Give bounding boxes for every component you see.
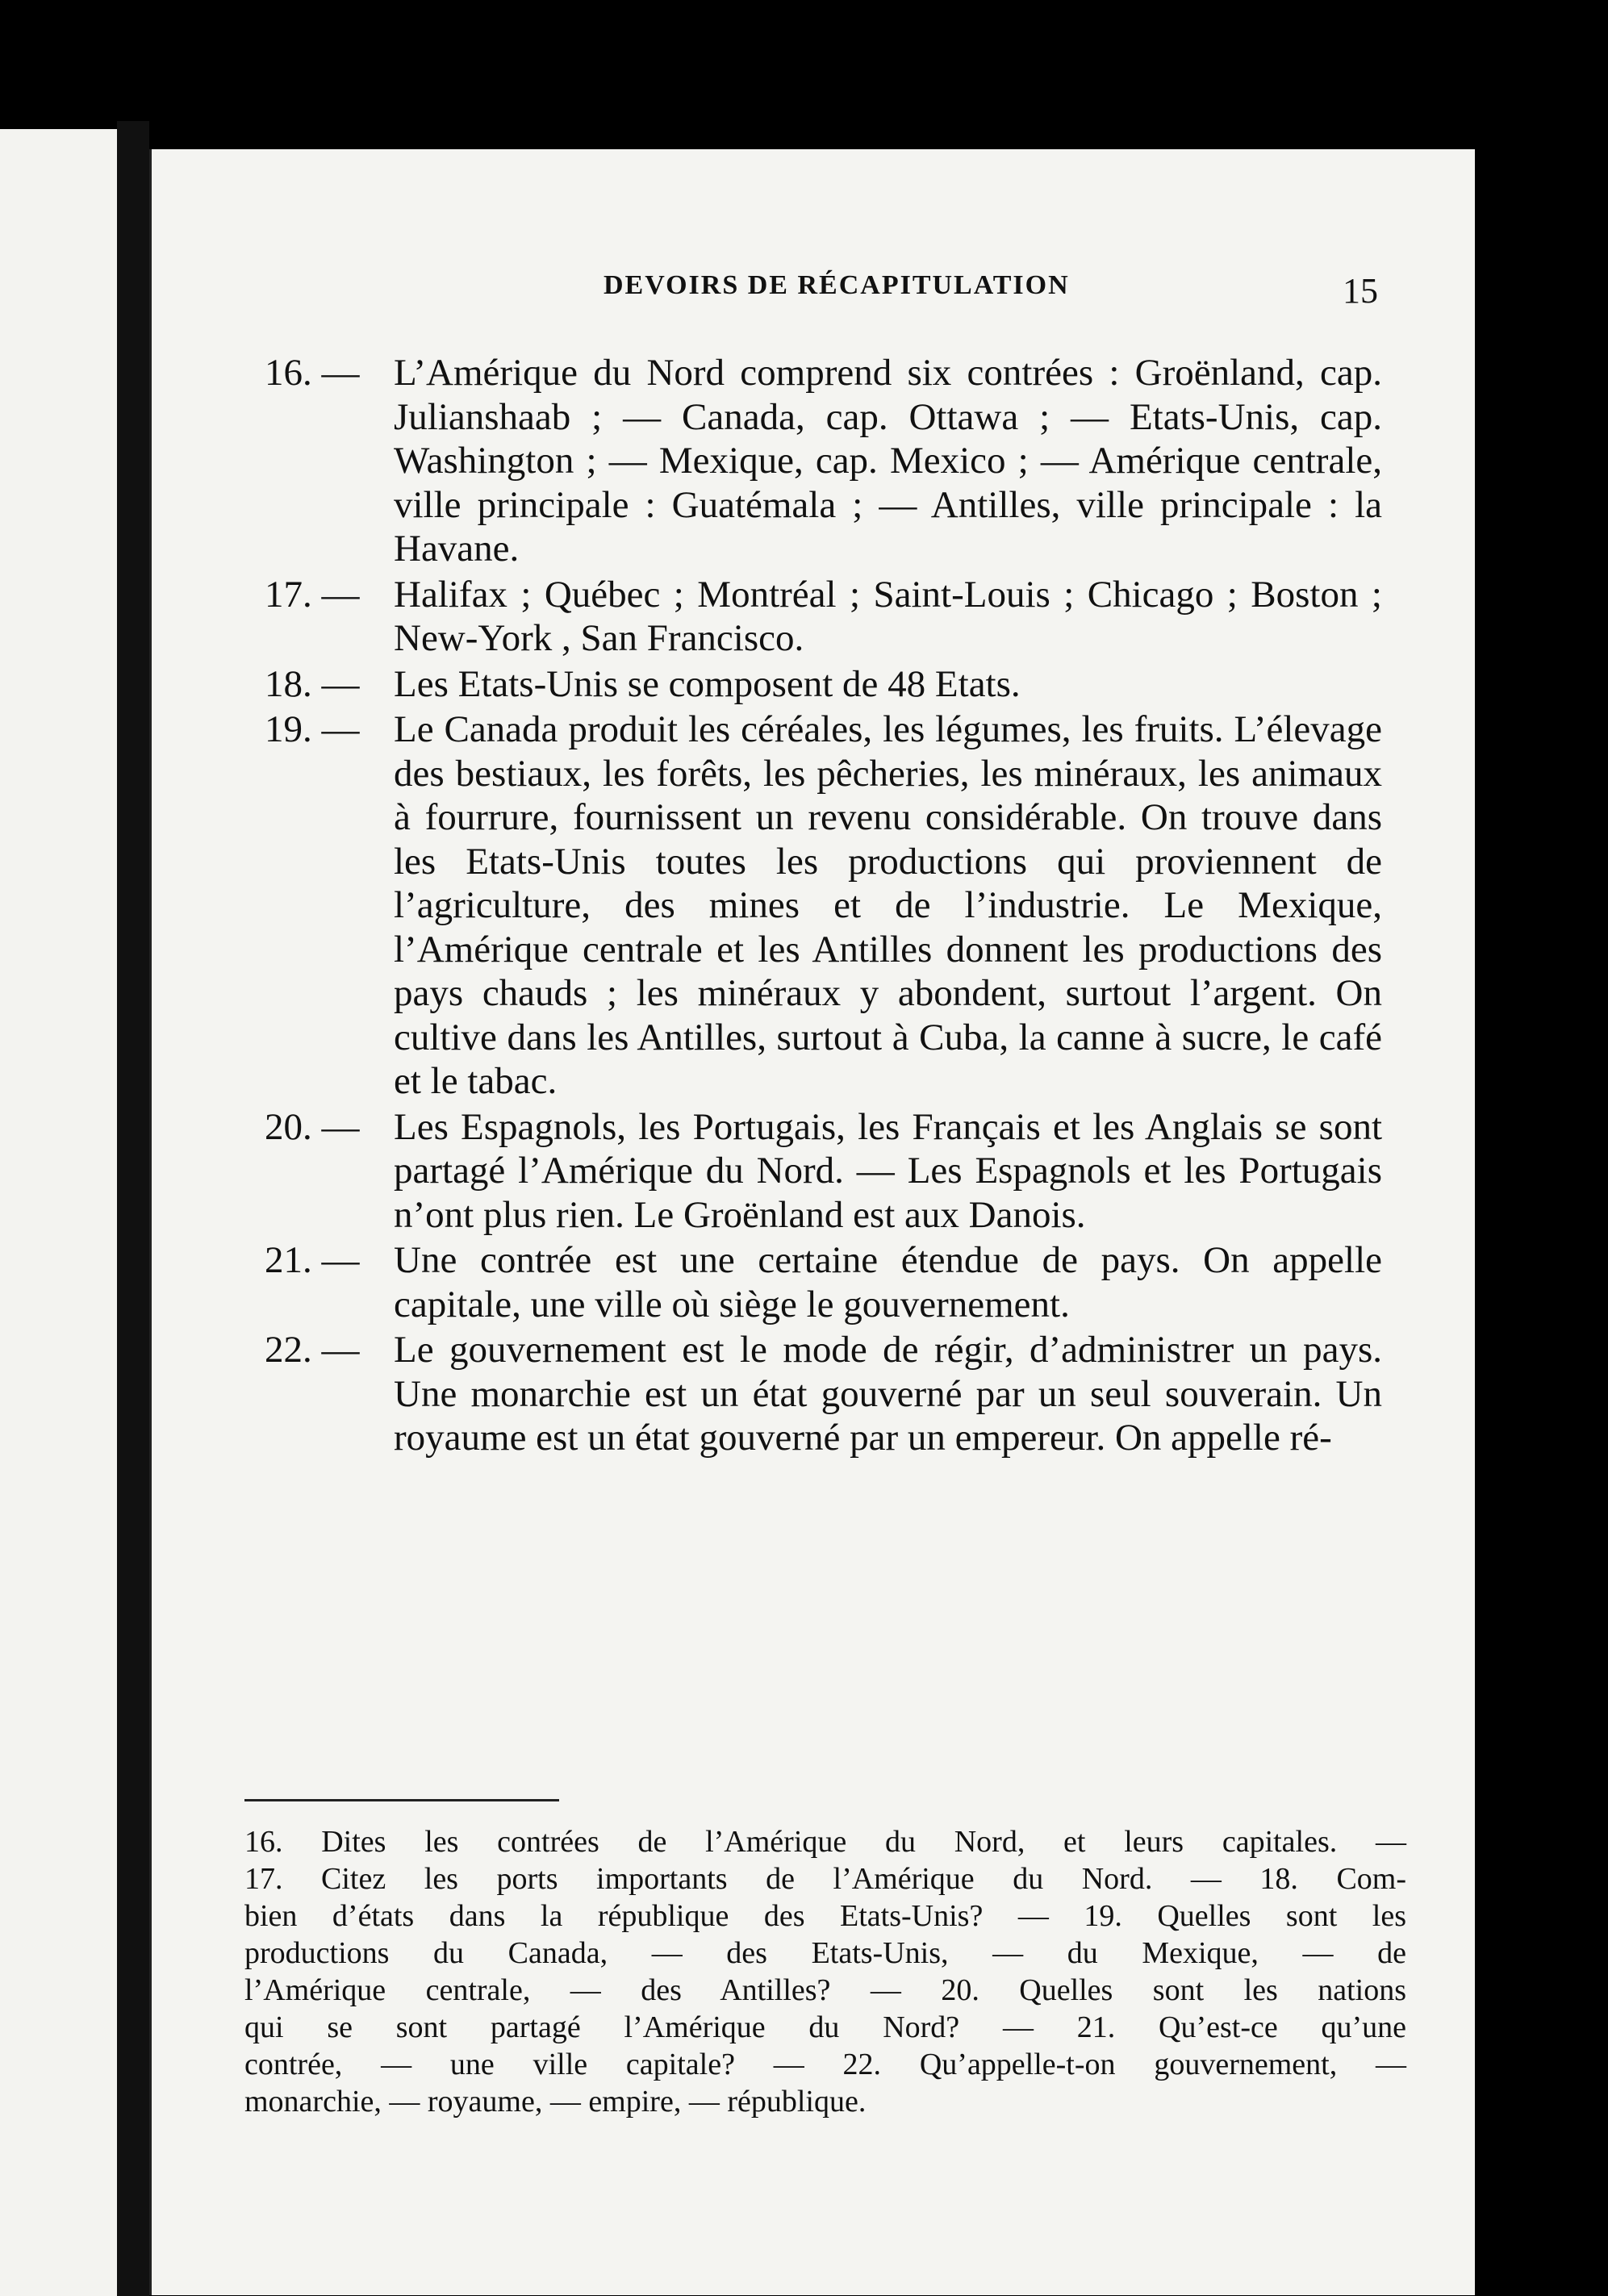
- entry-text: Une contrée est une certaine étendue de pays. On appelle capitale, une ville où siège le gouvernement.: [394, 1239, 1382, 1325]
- entry-text: Le gouvernement est le mode de régir, d’administrer un pays. Une monarchie est un état gouverné par un seul souverain. Un royaume est un état gouverné par un empereur. On appelle ré-: [394, 1329, 1382, 1459]
- entry-number: 22. —: [265, 1329, 360, 1371]
- footnote-line: bien d’états dans la république des Etats-Unis? — 19. Quelles sont les: [244, 1899, 1406, 1933]
- entry-text: L’Amérique du Nord comprend six contrées : Groënland, cap. Julianshaab ; — Canada, cap. Ottawa ; — Etats-Unis, cap. Washington ; — Mexique, cap. Mexico ; — Amérique centrale, ville principale : Guatémala ; — Antilles, ville principale : la Havane.: [394, 352, 1382, 570]
- book-page: [149, 149, 1475, 2295]
- page-header: [152, 270, 1475, 319]
- footnote-line: 17. Citez les ports importants de l’Amérique du Nord. — 18. Com-: [244, 1862, 1406, 1896]
- entry-text: Les Espagnols, les Portugais, les Français et les Anglais se sont partagé l’Amérique du Nord. — Les Espagnols et les Portugais n’ont plus rien. Le Groënland est aux Danois.: [394, 1105, 1382, 1236]
- entry-text: Halifax ; Québec ; Montréal ; Saint-Louis ; Chicago ; Boston ; New-York , San Francisco.: [394, 573, 1382, 659]
- footnote-line: 16. Dites les contrées de l’Amérique du Nord, et leurs capitales. —: [244, 1825, 1406, 1859]
- footnote-line: contrée, — une ville capitale? — 22. Qu’appelle-t-on gouvernement, —: [244, 2048, 1406, 2081]
- entry-number: 21. —: [265, 1239, 360, 1281]
- answer-entry: [265, 1328, 1382, 1460]
- entry-number: 20. —: [265, 1105, 360, 1148]
- entry-number: 19. —: [265, 708, 360, 750]
- entry-text: Les Etats-Unis se composent de 48 Etats.: [394, 662, 1021, 705]
- entry-number: 18. —: [265, 662, 360, 705]
- book-gutter: [117, 121, 149, 2296]
- answer-entry: [265, 1238, 1382, 1326]
- footnote-line: productions du Canada, — des Etats-Unis, — du Mexique, — de: [244, 1936, 1406, 1970]
- footnote-line: l’Amérique centrale, — des Antilles? — 20. Quelles sont les nations: [244, 1973, 1406, 2007]
- answer-entry: [265, 662, 1382, 707]
- entry-text: Le Canada produit les céréales, les légumes, les fruits. L’élevage des bestiaux, les forêts, les pêcheries, les minéraux, les animaux à fourrure, fournissent un revenu considérable. On trouve dans les Etats-Unis toutes les productions qui proviennent de l’agriculture, des mines et de l’industrie. Le Mexique, l’Amérique centrale et les Antilles donnent les productions des pays chauds ; les minéraux y abondent, surtout l’argent. On cultive dans les Antilles, surtout à Cuba, la canne à sucre, le café et le tabac.: [394, 708, 1382, 1102]
- answer-entry: [265, 1105, 1382, 1238]
- footnote-divider: [244, 1799, 559, 1801]
- entry-number: 16. —: [265, 352, 360, 394]
- running-title: DEVOIRS DE RÉCAPITULATION: [604, 270, 1070, 300]
- answer-entry: [265, 351, 1382, 571]
- entry-number: 17. —: [265, 573, 360, 616]
- footnote-questions: [244, 1823, 1406, 2120]
- answer-entry: [265, 573, 1382, 661]
- footnote-line: monarchie, — royaume, — empire, — république.: [244, 2085, 867, 2119]
- facing-page-edge: [0, 129, 129, 2296]
- footnote-line: qui se sont partagé l’Amérique du Nord? — 21. Qu’est-ce qu’une: [244, 2010, 1406, 2044]
- answer-list: [265, 351, 1382, 1462]
- answer-entry: [265, 708, 1382, 1104]
- page-number: 15: [1343, 271, 1378, 311]
